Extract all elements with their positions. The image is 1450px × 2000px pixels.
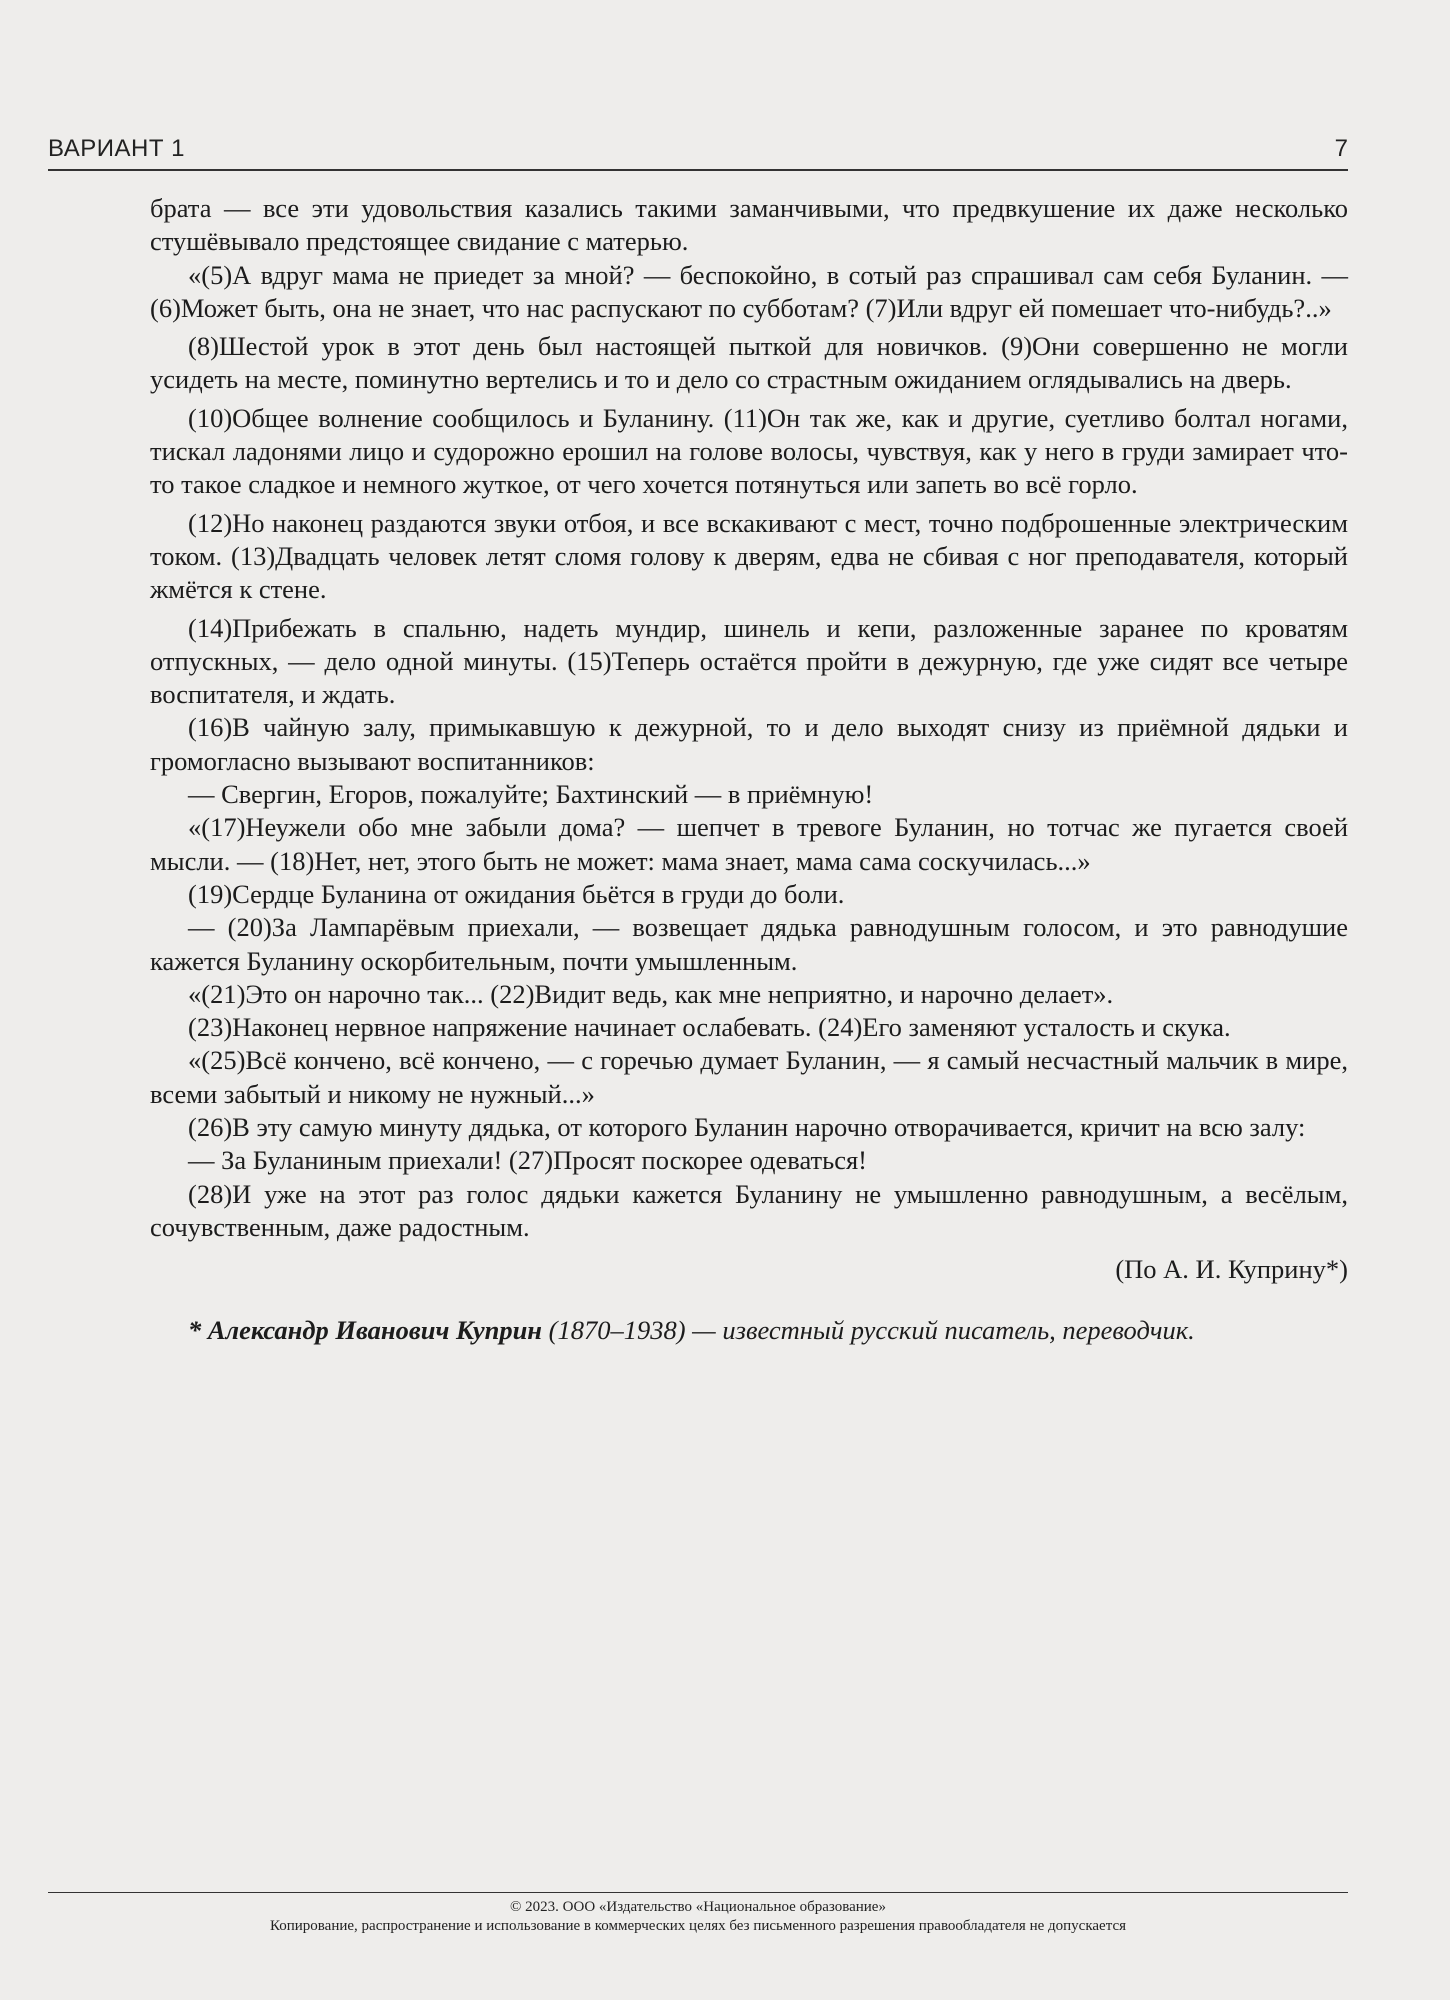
paragraph-continuation: брата — все эти удовольствия казались такими заманчивыми, что предвкушение их даже несколько стушёвывало предстоящее свидание с матерью. — [150, 193, 1348, 257]
paragraph: (14)Прибежать в спальню, надеть мундир, шинель и кепи, разложенные заранее по кроватям отпускных, — дело одной минуты. (15)Теперь остаётся пройти в дежурную, где уже сидят все четыре воспитателя, и ждать. — [150, 612, 1348, 710]
paragraph: (10)Общее волнение сообщилось и Буланину. (11)Он так же, как и другие, суетливо болтал ногами, тискал ладонями лицо и судорожно ерошил на голове волосы, чувствуя, как у него в груди замирает что-то такое сладкое и немного жуткое, от чего хочется потянуться или запеть во всё горло. — [150, 402, 1348, 500]
paragraph: (28)И уже на этот раз голос дядьки кажется Буланину не умышленно равнодушным, а весёлым, сочувственным, даже радостным. — [150, 1178, 1348, 1242]
page-number: 7 — [1334, 135, 1348, 162]
paragraph: «(5)А вдруг мама не приедет за мной? — беспокойно, в сотый раз спрашивал сам себя Буланин. — (6)Может быть, она не знает, что нас распускают по субботам? (7)Или вдруг ей помешает что-нибудь?..» — [150, 259, 1348, 323]
copyright-notice: Копирование, распространение и использование в коммерческих целях без письменного разрешения правообладателя не допускается — [269, 1918, 1127, 1934]
paragraph: (19)Сердце Буланина от ожидания бьётся в груди до боли. — [188, 878, 845, 909]
paragraph: (23)Наконец нервное напряжение начинает ослабевать. (24)Его заменяют усталость и скука. — [188, 1012, 1231, 1043]
page-footer — [48, 1898, 1348, 1936]
author-footnote — [150, 1313, 1348, 1347]
header-divider — [48, 169, 1348, 171]
paragraph: (12)Но наконец раздаются звуки отбоя, и все вскакивают с мест, точно подброшенные электрическим током. (13)Двадцать человек летят сломя голову к дверям, едва не сбивая с ног преподавателя, который жмётся к стене. — [150, 507, 1348, 605]
copyright-line: © 2023. ООО «Издательство «Национальное образование» — [510, 1899, 886, 1915]
paragraph: (16)В чайную залу, примыкавшую к дежурной, то и дело выходят снизу из приёмной дядьки и громогласно вызывают воспитанников: — [150, 712, 1348, 776]
paragraph: — (20)За Лампарёвым приехали, — возвещает дядька равнодушным голосом, и это равнодушие кажется Буланину оскорбительным, почти умышленным. — [150, 912, 1348, 976]
page-header — [48, 135, 1348, 175]
paragraph: «(21)Это он нарочно так... (22)Видит ведь, как мне неприятно, и нарочно делает». — [188, 978, 1114, 1009]
paragraph: (26)В эту самую минуту дядька, от которого Буланин нарочно отворачивается, кричит на всю залу: — [188, 1112, 1306, 1143]
variant-label: ВАРИАНТ 1 — [48, 135, 185, 162]
source-attribution: (По А. И. Куприну*) — [1115, 1254, 1348, 1285]
paragraph: — Свергин, Егоров, пожалуйте; Бахтинский — в приёмную! — [188, 779, 874, 810]
footnote-description: (1870–1938) — известный русский писатель, переводчик. — [542, 1314, 1195, 1345]
footnote-author-name: * Александр Иванович Куприн — [188, 1314, 543, 1345]
paragraph: (8)Шестой урок в этот день был настоящей пыткой для новичков. (9)Они совершенно не могли усидеть на месте, поминутно вертелись и то и дело со страстным ожиданием оглядывались на дверь. — [150, 331, 1348, 395]
paragraph: «(17)Неужели обо мне забыли дома? — шепчет в тревоге Буланин, но тотчас же пугается своей мысли. — (18)Нет, нет, этого быть не может: мама знает, мама сама соскучилась...» — [150, 812, 1348, 876]
paragraph: — За Буланиным приехали! (27)Просят поскорее одеваться! — [188, 1145, 867, 1176]
reading-text — [150, 192, 1348, 1347]
paragraph: «(25)Всё кончено, всё кончено, — с горечью думает Буланин, — я самый несчастный мальчик в мире, всеми забытый и никому не нужный...» — [150, 1045, 1348, 1109]
footer-divider — [48, 1892, 1348, 1893]
